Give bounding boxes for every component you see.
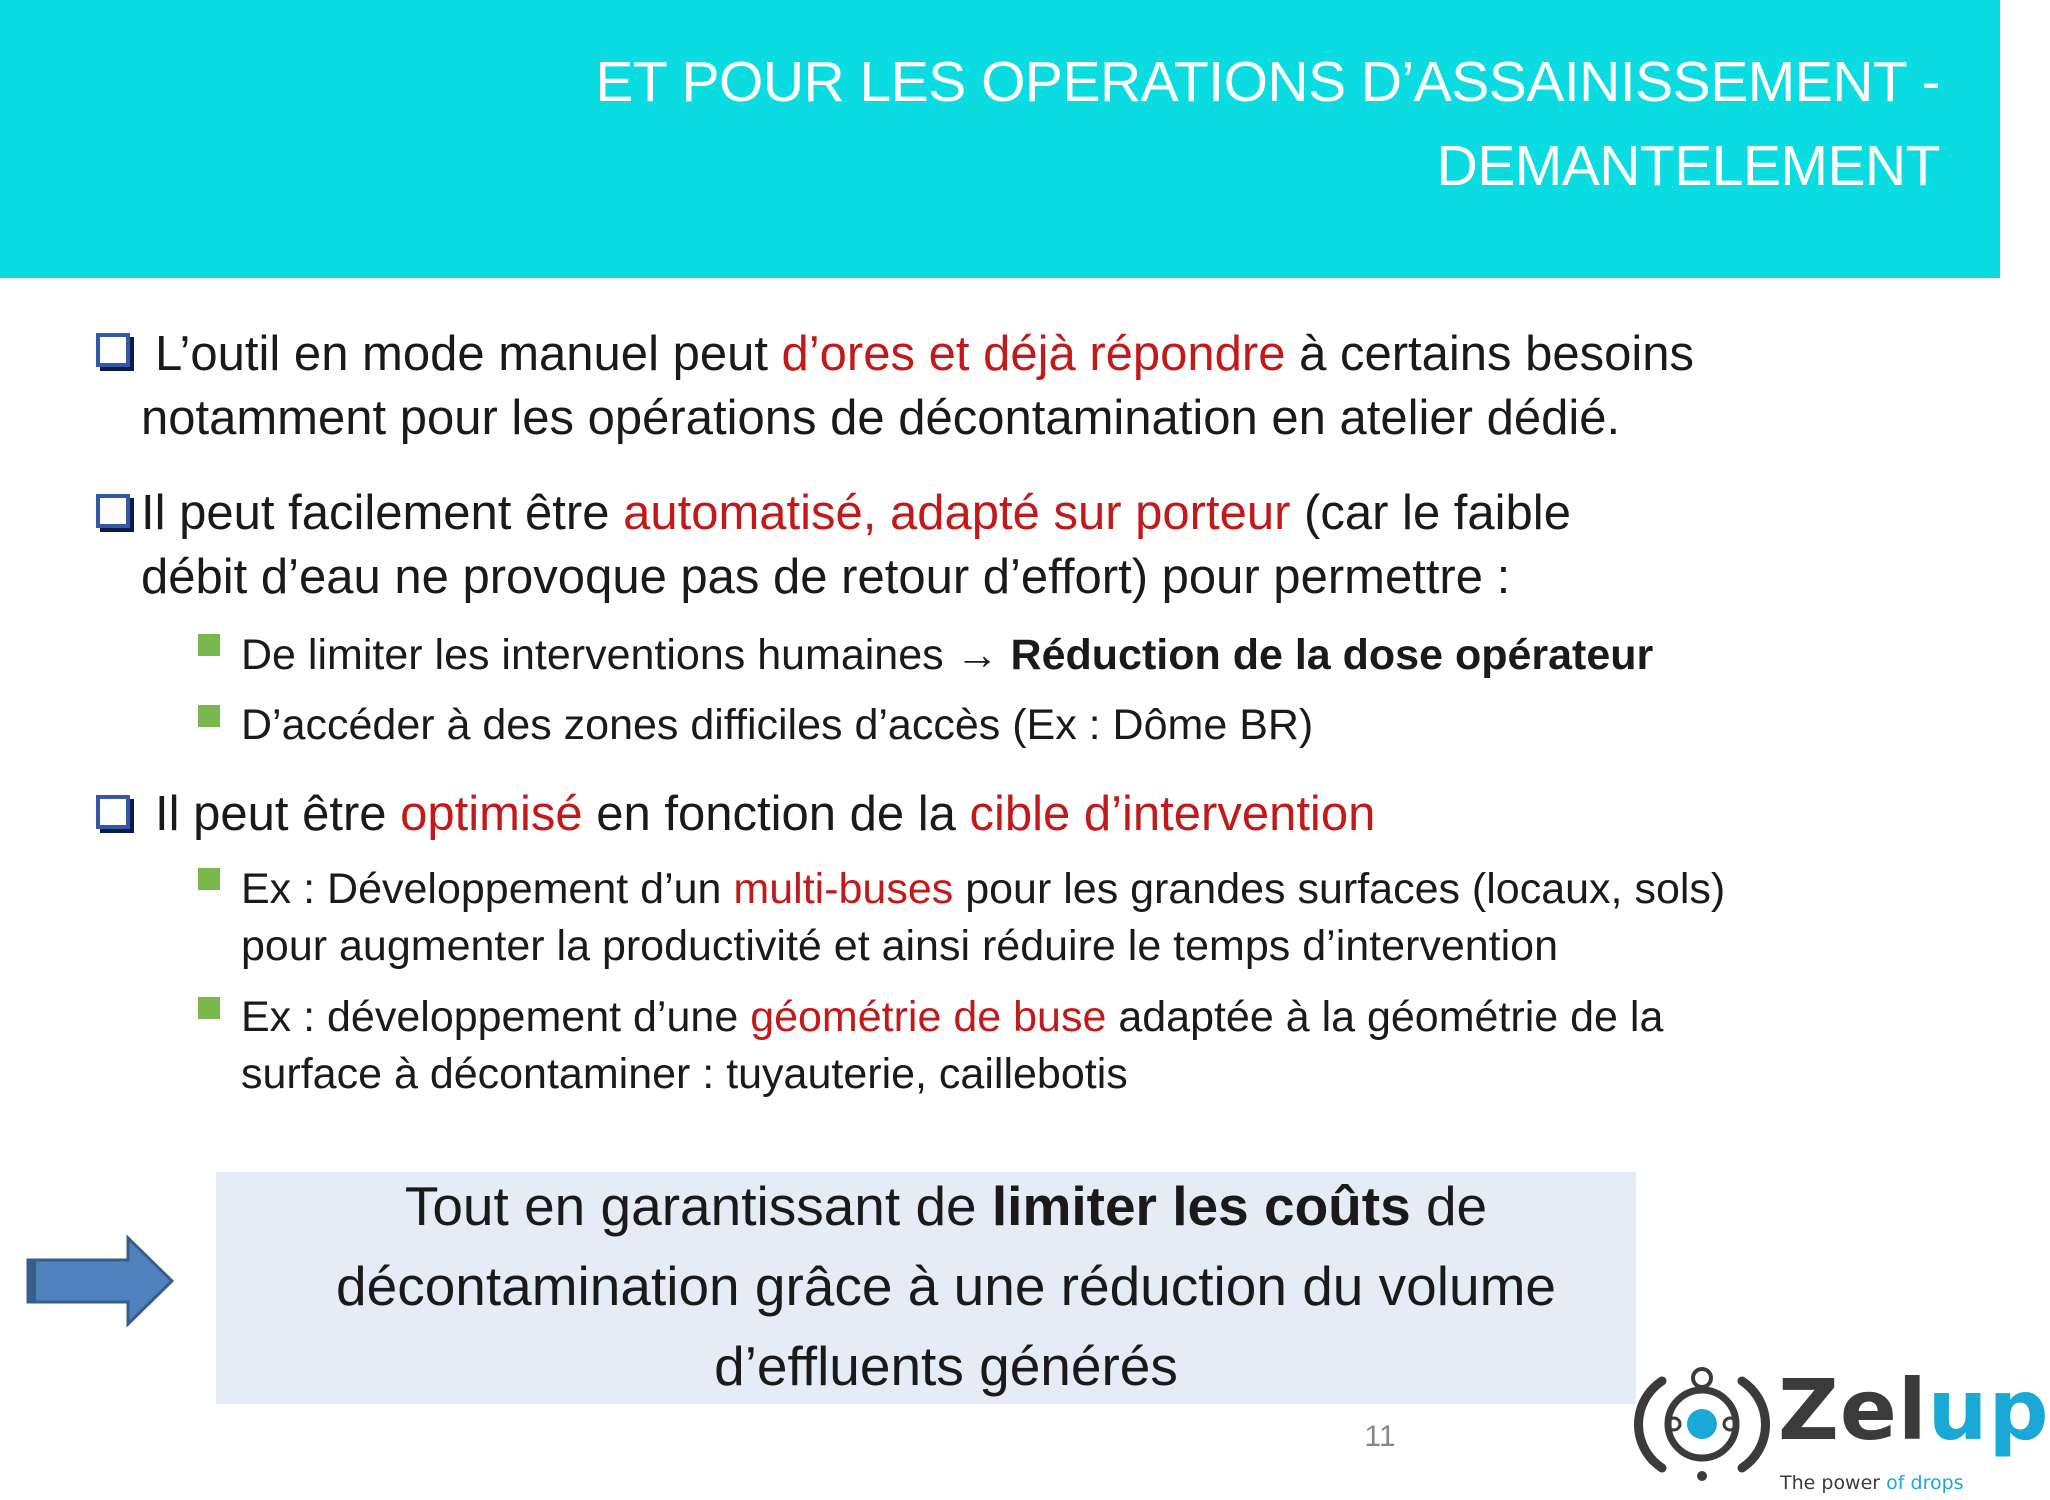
bullet-2-line-2: débit d’eau ne provoque pas de retour d’effort) pour permettre : bbox=[141, 550, 1511, 604]
page-number: 11 bbox=[1364, 1420, 1396, 1453]
checkbox-bullet-icon bbox=[96, 333, 130, 367]
right-arrow-icon: → bbox=[955, 631, 999, 679]
conclusion-line-1: Tout en garantissant de limiter les coûts de bbox=[404, 1175, 1488, 1237]
right-arrow-icon bbox=[26, 1236, 176, 1326]
bullet-1 bbox=[155, 322, 1935, 386]
square-bullet-icon bbox=[198, 868, 220, 890]
zelup-wordmark: Zelup bbox=[1778, 1361, 2050, 1459]
checkbox-bullet-icon bbox=[96, 795, 130, 829]
bullet-3-sub-1-line-2: pour augmenter la productivité et ainsi réduire le temps d’intervention bbox=[241, 922, 1559, 970]
slide-header bbox=[0, 0, 2000, 278]
bullet-3: Il peut être optimisé en fonction de la cible d’intervention bbox=[155, 787, 1376, 841]
zelup-logo bbox=[1622, 1356, 2050, 1496]
bullet-3-sub-1-line-1: Ex : Développement d’un multi-buses pour les grandes surfaces (locaux, sols) bbox=[241, 865, 1726, 913]
bullet-2-sub-2: D’accéder à des zones difficiles d’accès (Ex : Dôme BR) bbox=[241, 701, 1314, 749]
square-bullet-icon bbox=[198, 705, 220, 727]
slide-title-line-1: ET POUR LES OPERATIONS D’ASSAINISSEMENT - bbox=[595, 50, 1940, 114]
slide-title-line-2: DEMANTELEMENT bbox=[1436, 134, 1940, 198]
conclusion-line-3: d’effluents générés bbox=[714, 1335, 1178, 1397]
bullet-1-line-2: notamment pour les opérations de décontamination en atelier dédié. bbox=[141, 391, 1621, 445]
bullet-3-sub-2-line-2: surface à décontaminer : tuyauterie, caillebotis bbox=[241, 1050, 1128, 1098]
square-bullet-icon bbox=[198, 997, 220, 1019]
checkbox-bullet-icon bbox=[96, 494, 130, 528]
slide-title bbox=[340, 40, 1940, 208]
zelup-logo-icon bbox=[1622, 1356, 1782, 1486]
bullet-2-line-1: Il peut facilement être automatisé, adapté sur porteur (car le faible bbox=[141, 486, 1571, 540]
bullet-3-sub-2 bbox=[241, 989, 1921, 1103]
bullet-2 bbox=[141, 481, 1921, 545]
conclusion-line-2: décontamination grâce à une réduction du volume bbox=[336, 1255, 1556, 1317]
bullet-3-sub-2-line-1: Ex : développement d’une géométrie de buse adaptée à la géométrie de la bbox=[241, 993, 1664, 1041]
bullet-1-line-1: L’outil en mode manuel peut d’ores et déjà répondre à certains besoins bbox=[155, 327, 1695, 381]
bullet-2-sub-1: De limiter les interventions humaines → Réduction de la dose opérateur bbox=[241, 631, 1654, 679]
zelup-tagline: The power of drops bbox=[1780, 1472, 1964, 1494]
square-bullet-icon bbox=[198, 634, 220, 656]
conclusion-text bbox=[216, 1166, 1676, 1406]
bullet-3-sub-1 bbox=[241, 861, 1921, 975]
